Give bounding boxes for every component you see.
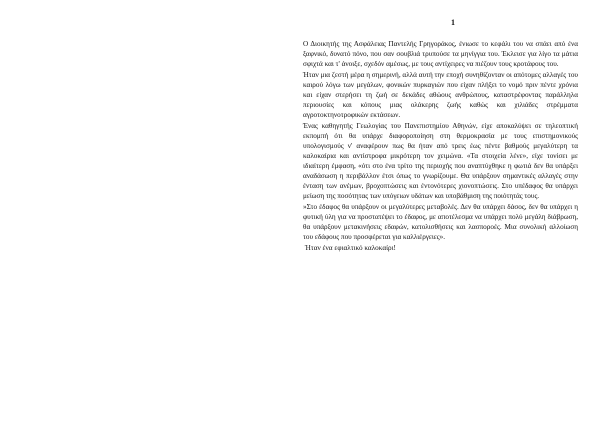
paragraph: »Στο έδαφος θα υπάρξουν οι μεγαλύτερες μεταβολές. Δεν θα υπάρχει δάσος, δεν θα υπάρχει η φυτική ύλη για να προστατέψει το έδαφος, με αποτέλεσμα να υπάρχει πολύ μεγάλη διάβρωση, θα υπάρξουν μετακινήσεις εδαφών, κατολισθήσεις και λασποροές. Μια συνολική αλλοίωση του εδάφους που προσφέρεται για καλλιέργειες». [303,203,578,241]
closing-line: Ήταν ένα εφιαλτικό καλοκαίρι! [305,244,396,253]
paragraph: Ήταν μια ζεστή μέρα η σημερινή, αλλά αυτή την εποχή συνηθίζονταν οι απότομες αλλαγές του καιρού λόγω των μεγάλων, φονικών πυρκαγιών που είχαν πλήξει το νομό πριν πέντε χρόνια και είχαν στερήσει τη ζωή σε δεκάδες αθώους ανθρώπους, καταστρέφοντας παράλληλα περιουσίες και κόπους μιας ολάκερης ζωής καθώς και χιλιάδες στρέμματα αγροτοκτηνοτροφικών εκτάσεων. [303,71,578,119]
document-body [303,40,578,256]
paragraph: Ένας καθηγητής Γεωλογίας του Πανεπιστημίου Αθηνών, είχε αποκαλύψει σε τηλεοπτική εκπομπή ότι θα υπάρχε διαφοροποίηση στη θερμοκρασία με τους επιστημονικούς υπολογισμούς ν' αναφέρουν πως θα ήταν από τρεις έως πέντε βαθμούς μεγαλύτερη τα καλοκαίρια και αντίστροφα μικρότερη τον χειμώνα. «Τα στοιχεία λένε», είχε τονίσει με ιδιαίτερη έμφαση, «ότι στο ένα τρίτο της περιοχής που αναπτύχθηκε η φωτιά δεν θα υπάρξει αναδάσωση η περιβάλλον έτσι όπως το γνωρίζουμε. Θα υπάρξουν σημαντικές αλλαγές στην ένταση των ανέμων, βροχοπτώσεις και έντονότερες χιονοπτώσεις. Στο υπέδαφος θα υπάρχει μείωση της ποσότητας των υπόγειων υδάτων και υποβάθμιση της ποιότητάς τους. [303,122,578,200]
paragraph: Ο Διοικητής της Ασφάλειας Παντελής Γρηγοράκος, ένιωσε το κεφάλι του να σπάει από ένα ξαφνικό, δυνατό πόνο, που σαν σουβλιά τρυπούσε τα μηνίγγια του. Έκλεισε για λίγο τα μάτια σφιχτά και τ' άνοιξε, σχεδόν αμέσως, με τους αντίχειρες να πιέζουν τους κροτάφους του. [303,40,578,68]
page-number: 1 [451,18,455,27]
